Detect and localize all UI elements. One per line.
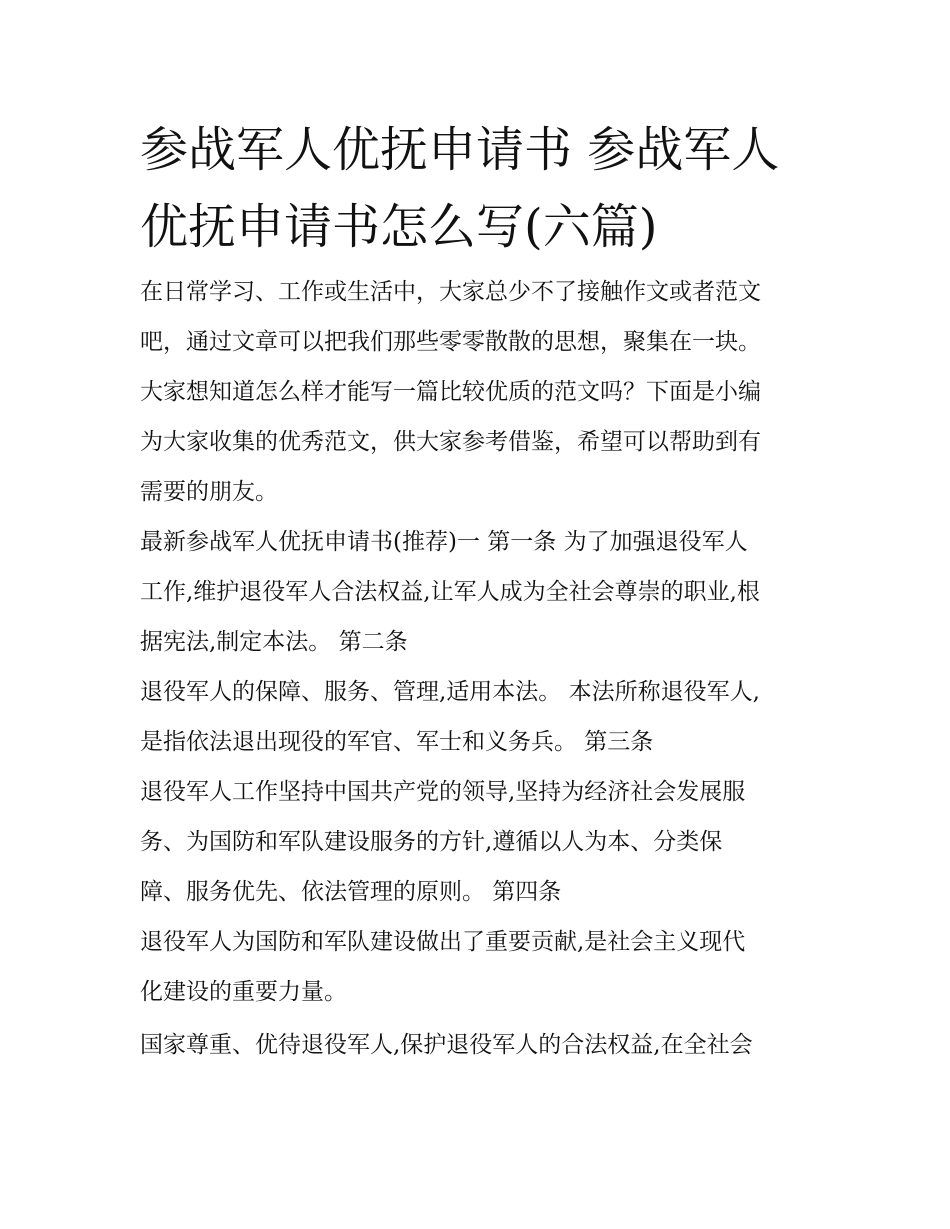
document-page xyxy=(140,112,820,1064)
title-line: 优抚申请书怎么写(六篇) xyxy=(140,199,658,255)
text-line: 据宪法,制定本法。 第二条 xyxy=(140,629,408,655)
text-line: 退役军人的保障、服务、管理,适用本法。 本法所称退役军人, xyxy=(140,679,760,705)
article-paragraph xyxy=(140,1026,820,1064)
text-line: 务、为国防和军队建设服务的方针,遵循以人为本、分类保 xyxy=(140,829,723,855)
text-line: 障、服务优先、依法管理的原则。 第四条 xyxy=(140,879,562,905)
text-line: 退役军人工作坚持中国共产党的领导,坚持为经济社会发展服 xyxy=(140,779,746,805)
article-paragraph xyxy=(140,523,820,1011)
document-title xyxy=(140,112,820,266)
title-line: 参战军人优抚申请书 参战军人 xyxy=(140,122,780,178)
text-line: 吧，通过文章可以把我们那些零零散散的思想，聚集在一块。 xyxy=(140,329,761,355)
text-line: 为大家收集的优秀范文，供大家参考借鉴，希望可以帮助到有 xyxy=(140,429,761,455)
text-line: 是指依法退出现役的军官、军士和义务兵。 第三条 xyxy=(140,729,654,755)
text-line: 国家尊重、优待退役军人,保护退役军人的合法权益,在全社会 xyxy=(140,1032,753,1058)
text-line: 工作,维护退役军人合法权益,让军人成为全社会尊崇的职业,根 xyxy=(140,579,760,605)
text-line: 退役军人为国防和军队建设做出了重要贡献,是社会主义现代 xyxy=(140,929,746,955)
intro-paragraph xyxy=(140,273,820,511)
text-line: 化建设的重要力量。 xyxy=(140,979,347,1005)
text-line: 在日常学习、工作或生活中，大家总少不了接触作文或者范文 xyxy=(140,279,761,305)
text-line: 大家想知道怎么样才能写一篇比较优质的范文吗？下面是小编 xyxy=(140,379,761,405)
text-line: 最新参战军人优抚申请书(推荐)一 第一条 为了加强退役军人 xyxy=(140,529,748,555)
text-line: 需要的朋友。 xyxy=(140,479,278,505)
